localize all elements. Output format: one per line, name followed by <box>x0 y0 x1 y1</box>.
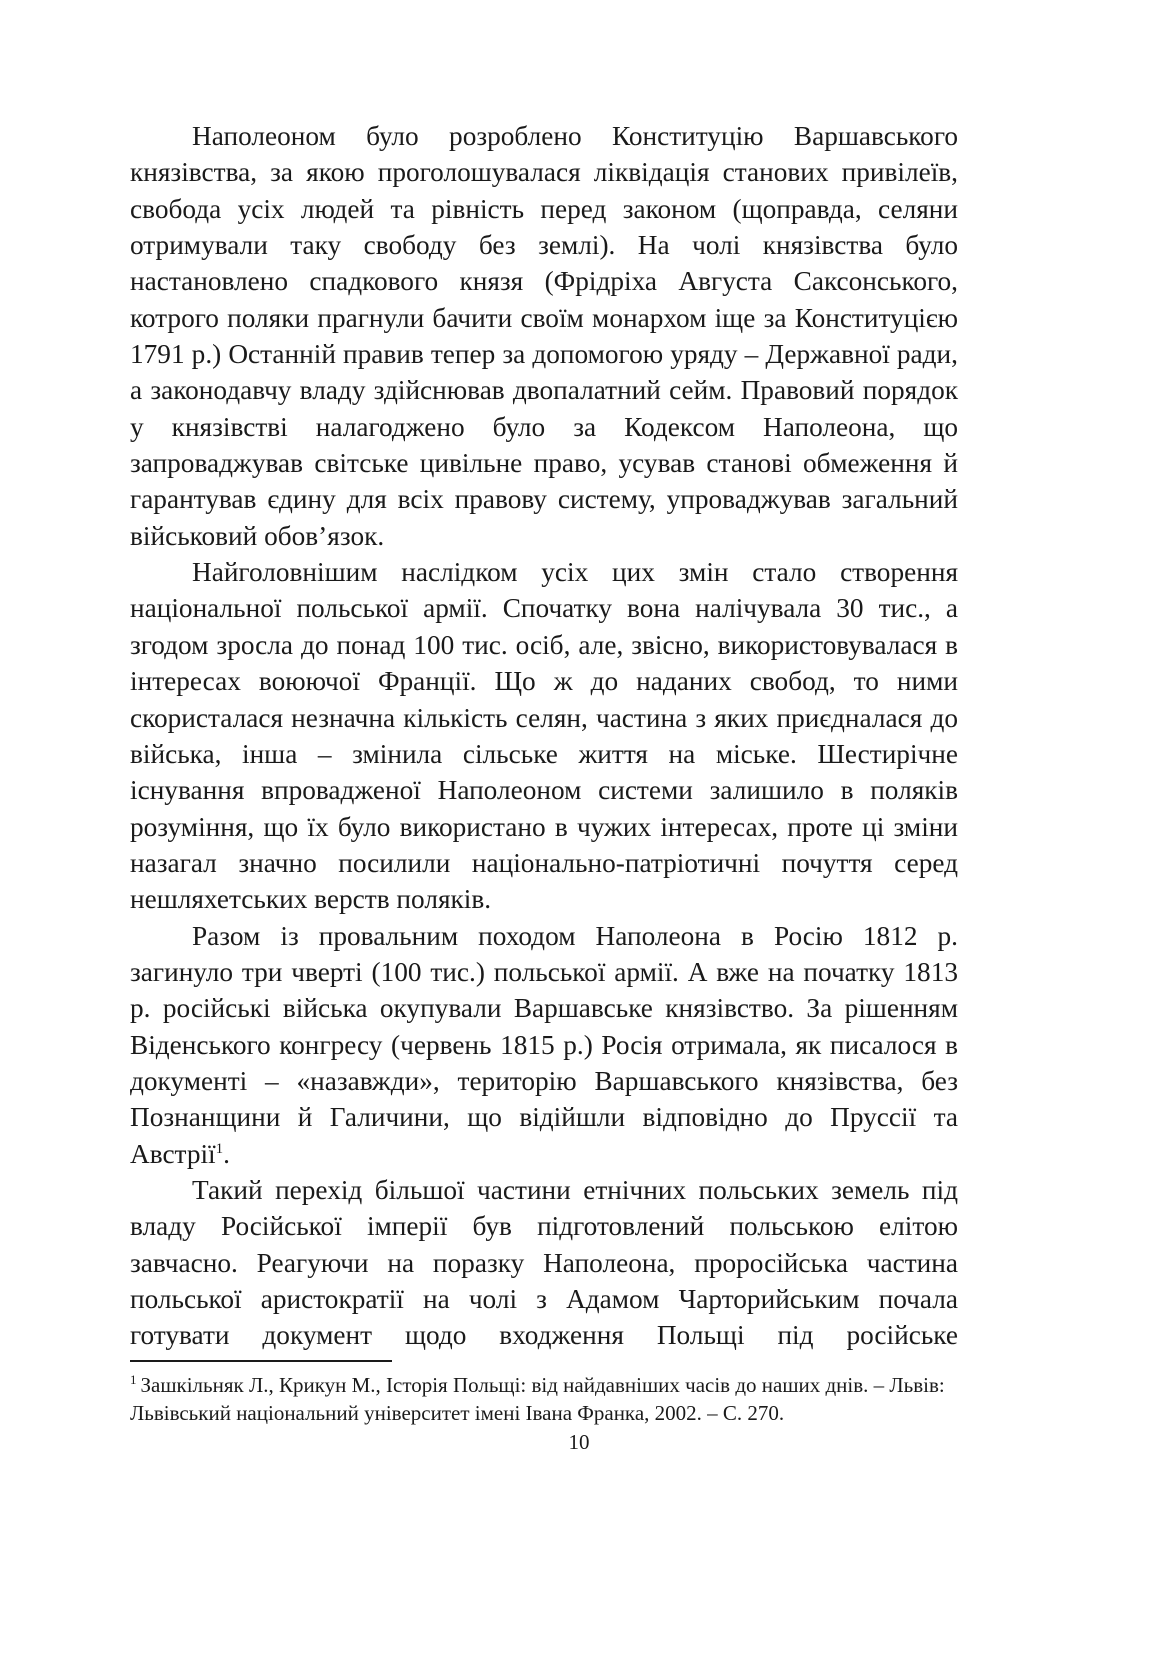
page-number: 10 <box>568 1430 590 1454</box>
paragraph-4: Такий перехід більшої частини етнічних польських земель під владу Російської імперії був підготовлений польською елітою завчасно. Реагуючи на поразку Наполеона, проросійська частина польської аристократії на чолі з Адамом Чарторийським почала готувати документ щодо входження Польщі під російське <box>130 1174 958 1351</box>
footnote-separator <box>130 1360 392 1362</box>
footnote-reference[interactable]: 1 <box>215 1140 224 1157</box>
footnote-number: 1 <box>130 1372 137 1387</box>
paragraph-1: Наполеоном було розроблено Конституцію Варшавського князівства, за якою проголошувалася ліквідація станових привілеїв, свобода усіх людей та рівність перед законом (щоправда, селяни отримували таку свободу без землі). На чолі князівства було настановлено спадкового князя (Фрідріха Августа Саксонського, котрого поляки прагнули бачити своїм монархом іще за Конституцією 1791 р.) Останній правив тепер за допомогою уряду – Державної ради, а законодавчу владу здійснював двопалатний сейм. Правовий порядок у князівстві налагоджено було за Кодексом Наполеона, що запроваджував світське цивільне право, усував станові обмеження й гарантував єдину для всіх правову систему, упроваджував загальний військовий обов’язок. <box>130 121 958 551</box>
page-body <box>130 118 958 1354</box>
footnote-text: Зашкільняк Л., Крикун М., Історія Польщі: від найдавніших часів до наших днів. – Львів: Львівський національний університет імені Івана Франка, 2002. – С. 270. <box>130 1373 945 1425</box>
paragraph-3-text: Разом із провальним походом Наполеона в Росію 1812 р. загинуло три чверті (100 тис.) польської армії. А вже на початку 1813 р. російські війська окупували Варшавське князівство. За рішенням Віденського конгресу (червень 1815 р.) Росія отримала, як писалося в документі – «назавжди», територію Варшавського князівства, без Познанщини й Галичини, що відійшли відповідно до Пруссії та Австрії <box>130 920 958 1169</box>
paragraph-2: Найголовнішим наслідком усіх цих змін стало створення національної польської армії. Спочатку вона налічувала 30 тис., а згодом зросла до понад 100 тис. осіб, але, звісно, використовувалася в інтересах воюючої Франції. Що ж до наданих свобод, то ними скористалася незначна кількість селян, частина з яких приєдналася до війська, інша – змінила сільське життя на міське. Шестирічне існування впровадженої Наполеоном системи залишило в поляків розуміння, що їх було використано в чужих інтересах, проте ці зміни назагал значно посилили національно-патріотичні почуття серед нешляхетських верств поляків. <box>130 557 958 915</box>
paragraph-3-end: . <box>223 1138 230 1169</box>
footnote <box>130 1371 958 1427</box>
paragraph-3 <box>130 918 958 1172</box>
